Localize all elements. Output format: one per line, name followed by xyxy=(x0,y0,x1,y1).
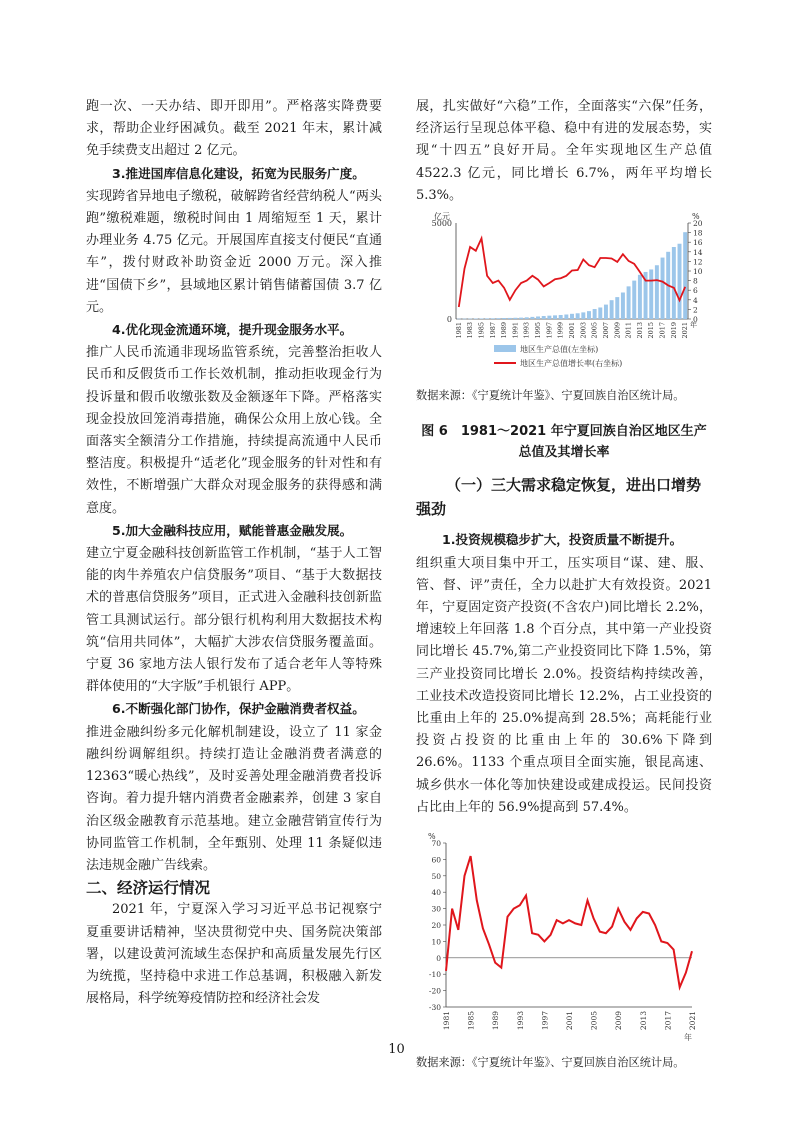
gdp-bar xyxy=(661,258,665,319)
paragraph xyxy=(86,698,382,721)
x-tick-label: 2017 xyxy=(658,322,667,339)
paragraph-heading: 3.推进国库信息化建设，拓宽为民服务广度。 xyxy=(112,165,365,181)
figure-title: 图 6 1981～2021 年宁夏回族自治区地区生产总值及其增长率 xyxy=(421,424,707,461)
paragraph xyxy=(86,163,382,186)
y-right-tick-label: 14 xyxy=(693,247,703,257)
paragraph-heading: 1.投资规模稳步扩大，投资质量不断提升。 xyxy=(442,532,683,548)
x-tick-label: 1985 xyxy=(466,1011,476,1031)
x-tick-label: 1983 xyxy=(466,322,475,339)
y-right-tick-label: 16 xyxy=(693,238,703,248)
y-tick-label: 10 xyxy=(431,937,441,947)
x-tick-label: 1991 xyxy=(511,322,520,339)
gdp-bar xyxy=(519,318,523,319)
y-tick-label: 0 xyxy=(436,953,441,963)
y-right-tick-label: 12 xyxy=(693,257,703,267)
x-tick-label: 1999 xyxy=(556,322,565,339)
gdp-bar xyxy=(615,297,619,319)
investment-chart xyxy=(416,829,712,1044)
paragraph-heading: 4.优化现金流通环境，提升现金服务水平。 xyxy=(112,322,353,338)
y-right-tick-label: 0 xyxy=(693,315,698,325)
gdp-bar xyxy=(672,247,676,319)
paragraph xyxy=(86,319,382,342)
gdp-bar xyxy=(542,316,546,319)
gdp-bar xyxy=(649,269,653,319)
gdp-bar xyxy=(598,307,602,319)
y-tick-label: -30 xyxy=(428,1003,441,1013)
section-title: 二、经济运行情况 xyxy=(86,879,211,898)
x-tick-label: 2013 xyxy=(635,322,644,339)
x-tick-label: 2019 xyxy=(669,322,678,339)
x-tick-label: 1981 xyxy=(454,322,463,339)
x-tick-label: 2003 xyxy=(579,322,588,339)
x-tick-label: 1993 xyxy=(522,322,531,339)
x-tick-label: 2021 xyxy=(688,1011,697,1031)
paragraph-heading: 5.加大金融科技应用，赋能普惠金融发展。 xyxy=(112,522,353,538)
x-tick-label: 2009 xyxy=(614,1011,624,1031)
gdp-bar xyxy=(621,293,625,319)
x-tick-label: 1997 xyxy=(545,322,554,339)
x-tick-label: 1985 xyxy=(477,322,486,339)
x-tick-label: 2007 xyxy=(601,322,610,339)
y-tick-label: 40 xyxy=(431,888,441,898)
gdp-bar xyxy=(683,232,687,319)
data-source: 数据来源：《宁夏统计年鉴》、宁夏回族自治区统计局。 xyxy=(416,389,685,403)
y-right-tick-label: 10 xyxy=(693,267,703,277)
y-left-tick-label: 5000 xyxy=(431,219,452,229)
figure-7 xyxy=(416,829,712,1052)
left-column xyxy=(86,96,382,1010)
x-tick-label: 2001 xyxy=(565,1011,574,1031)
y-tick-label: -10 xyxy=(428,970,441,980)
gdp-bar xyxy=(587,311,591,319)
y-tick-label: -20 xyxy=(428,986,441,996)
gdp-bar xyxy=(485,318,489,319)
page-number: 10 xyxy=(388,1042,405,1057)
y-right-tick-label: 20 xyxy=(693,219,703,229)
gdp-bar xyxy=(576,313,580,319)
gdp-bar xyxy=(468,319,472,320)
gdp-bar xyxy=(479,318,483,319)
x-tick-label: 1995 xyxy=(534,322,543,339)
paragraph: 展，扎实做好“六稳”工作，全面落实“六保”任务，经济运行呈现总体平稳、稳中有进的发展态势，实现“十四五”良好开局。全年实现地区生产总值 4522.3 亿元，同比增长 6.7%，两年平均增长 5.3%。 xyxy=(416,99,712,203)
y-right-tick-label: 2 xyxy=(693,305,698,315)
paragraph: 跑一次、一天办结、即开即用”。严格落实降费要求，帮助企业纾困减负。截至 2021 年末，累计减免手续费支出超过 2 亿元。 xyxy=(86,99,382,159)
paragraph: 2021 年，宁夏深入学习习近平总书记视察宁夏重要讲话精神，坚决贯彻党中央、国务院决策部署，以建设黄河流域生态保护和高质量发展先行区为统揽，坚持稳中求进工作总基调，积极融入新发展格局，科学统筹疫情防控和经济社会发 xyxy=(86,902,382,1007)
gdp-bar xyxy=(581,312,585,319)
gdp-chart xyxy=(416,207,712,377)
y-right-tick-label: 4 xyxy=(693,295,698,305)
gdp-bar xyxy=(638,275,642,319)
paragraph xyxy=(86,520,382,543)
y-tick-label: 50 xyxy=(431,871,441,881)
y-tick-label: 60 xyxy=(431,855,441,865)
gdp-bar xyxy=(491,318,495,319)
gdp-bar xyxy=(474,319,478,320)
gdp-bar xyxy=(457,319,461,320)
paragraph xyxy=(416,529,712,552)
gdp-bar xyxy=(536,316,540,319)
x-tick-label: 2005 xyxy=(589,1011,599,1031)
gdp-bar xyxy=(513,318,517,319)
y-tick-label: 30 xyxy=(431,904,441,914)
x-tick-label: 1989 xyxy=(491,1011,501,1031)
gdp-bar xyxy=(547,316,551,319)
y-left-unit: 亿元 xyxy=(434,212,450,222)
subsection-title: （一）三大需求稳定恢复，进出口增势强劲 xyxy=(416,476,702,519)
y-right-tick-label: 8 xyxy=(693,276,698,286)
y-unit: % xyxy=(428,832,436,842)
figure-6 xyxy=(416,207,712,385)
y-right-unit: % xyxy=(692,212,700,222)
gdp-bar xyxy=(559,315,563,319)
x-tick-label: 2009 xyxy=(613,322,622,339)
legend-swatch-bar xyxy=(494,345,516,352)
gdp-bar xyxy=(604,305,608,319)
y-right-tick-label: 18 xyxy=(693,228,703,238)
x-tick-label: 1993 xyxy=(515,1011,525,1031)
investment-growth-line xyxy=(446,856,692,987)
y-left-tick-label: 0 xyxy=(446,315,452,325)
x-tick-label: 2017 xyxy=(663,1011,673,1031)
gdp-bar xyxy=(632,281,636,319)
x-tick-label: 2001 xyxy=(568,322,576,339)
x-tick-label: 2015 xyxy=(647,322,656,339)
x-unit: 年 xyxy=(690,321,697,330)
paragraph: 推进金融纠纷多元化解机制建设，设立了 11 家金融纠纷调解组织。持续打造让金融消费者满意的 12363“暖心热线”，及时妥善处理金融消费者投诉咨询。着力提升辖内消费者金融素养，创建 3 家自治区级金融教育示范基地。建立金融营销宣传行为协同监管工作机制，全年甄别、处理 11 条疑似违法违规金融广告线索。 xyxy=(86,724,382,873)
paragraph: 建立宁夏金融科技创新监管工作机制，“基于人工智能的肉牛养殖农户信贷服务”项目、“基于大数据技术的普惠信贷服务”项目，正式进入金融科技创新监管工具测试运行。部分银行机构利用大数据技术构筑“信用共同体”，大幅扩大涉农信贷服务覆盖面。宁夏 36 家地方法人银行发布了适合老年人等特殊群体使用的“大字版”手机银行 APP。 xyxy=(86,546,382,695)
x-tick-label: 1989 xyxy=(500,322,509,339)
paragraph-heading: 6.不断强化部门协作，保护金融消费者权益。 xyxy=(112,701,365,717)
gdp-bar xyxy=(655,265,659,319)
x-tick-label: 1987 xyxy=(488,322,497,339)
gdp-bar xyxy=(553,315,557,319)
gdp-bar xyxy=(502,318,506,319)
x-tick-label: 2013 xyxy=(638,1011,648,1031)
x-unit: 年 xyxy=(684,1033,692,1043)
right-column xyxy=(416,96,712,1074)
gdp-bar xyxy=(570,314,574,319)
gdp-bar xyxy=(525,317,529,319)
gdp-bar xyxy=(610,300,614,319)
gdp-bar xyxy=(463,319,467,320)
x-tick-label: 2021 xyxy=(681,322,690,339)
gdp-bar xyxy=(678,244,682,319)
gdp-bar xyxy=(508,318,512,319)
y-tick-label: 20 xyxy=(431,921,441,931)
paragraph: 组织重大项目集中开工，压实项目“谋、建、服、管、督、评”责任，全力以赴扩大有效投资。2021 年，宁夏固定资产投资(不含农户)同比增长 2.2%，增速较上年回落 1.8 个百分点，其中第一产业投资同比增长 45.7%,第二产业投资同比下降 1.5%，第三产业投资同比增长 2.0%。投资结构持续改善，工业技术改造投资同比增长 12.2%，占工业投资的比重由上年的 25.0%提高到 28.5%；高耗能行业投资占投资的比重由上年的 30.6%下降到 26.6%。1133 个重点项目全面实施，银昆高速、城乡供水一体化等加快建设或建成投运。民间投资占比由上年的 56.9%提高到 57.4%。 xyxy=(416,555,712,815)
x-tick-label: 1997 xyxy=(540,1011,550,1031)
x-tick-label: 1981 xyxy=(442,1011,451,1031)
x-tick-label: 2011 xyxy=(624,322,633,339)
x-tick-label: 2005 xyxy=(590,322,599,339)
y-tick-label: 70 xyxy=(431,839,441,849)
legend-label: 地区生产总值(左坐标) xyxy=(520,345,599,355)
gdp-bar xyxy=(564,315,568,319)
y-right-tick-label: 6 xyxy=(693,286,698,296)
gdp-bar xyxy=(496,318,500,319)
gdp-bar xyxy=(593,309,597,319)
data-source: 数据来源：《宁夏统计年鉴》、宁夏回族自治区统计局。 xyxy=(416,1056,685,1070)
paragraph: 实现跨省异地电子缴税，破解跨省经营纳税人“两头跑”缴税难题，缴税时间由 1 周缩短至 1 天，累计办理业务 4.75 亿元。开展国库直接支付便民“直通车”，拨付财政补助资金近 2000 万元。深入推进“国债下乡”，县域地区累计销售储蓄国债 3.7 亿元。 xyxy=(86,188,382,315)
paragraph: 推广人民币流通非现场监管系统，完善整治拒收人民币和反假货币工作长效机制，推动拒收现金行为投诉量和假币收缴张数及金额逐年下降。严格落实现金投放回笼消毒措施，确保公众用上放心钱。全面落实全额清分工作措施，持续提高流通中人民币整洁度。积极提升“适老化”现金服务的针对性和有效性，不断增强广大群众对现金服务的获得感和满意度。 xyxy=(86,345,382,516)
gdp-bar xyxy=(627,286,631,319)
gdp-bar xyxy=(530,317,534,319)
legend-label: 地区生产总值增长率(右坐标) xyxy=(520,359,623,369)
